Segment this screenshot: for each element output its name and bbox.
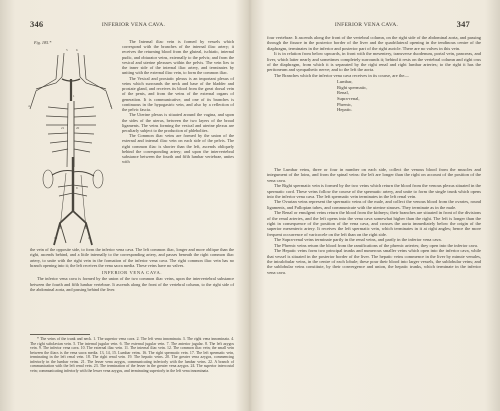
list-item: Phrenic, (337, 101, 353, 107)
left-running-head: INFERIOR VENA CAVA. (101, 22, 166, 28)
svg-text:2: 2 (110, 104, 112, 108)
full-width-text (30, 247, 234, 292)
list-item: Renal, (337, 90, 349, 96)
list-item: Supra-renal, (337, 96, 360, 102)
footnote-rule (30, 334, 90, 335)
footnote (30, 334, 234, 373)
paragraph-relations: It is in relation from below upwards, in front with the mesentery, transverse duodenum, portal vein, pancreas, and liver, which latter nearly and sometimes completely surrounds it; behind it rests on the vertebral column and right crus of the diaphragm, from which it is separated by the right renal and right lumbar arteries; to the right it has the peritoneum and sympathetic nerve; and to the left the aorta. (267, 51, 481, 73)
paragraph-ovarian: The Ovarian veins represent the spermatic veins of the male, and collect the venous blood from the ovaries, round ligaments, and Fallopian tubes, and communicate with the uterine sinuses. They terminate as in the male. (267, 199, 481, 210)
paragraph-internal-iliac: The Internal iliac vein is formed by vessels which correspond with the branches of the internal iliac artery; it receives the returning blood from the gluteal, ischiatic, internal pudic, and obturator veins, externally to the pelvis; and from the vesical and uterine plexuses within the pelvis. The vein lies to the inner side of the internal iliac artery, and terminates by uniting with the external iliac vein, to form the common iliac. (122, 39, 234, 76)
right-running-head: INFERIOR VENA CAVA. (334, 22, 399, 28)
right-page-number: 347 (456, 19, 470, 29)
svg-text:9: 9 (76, 186, 78, 190)
list-item: Hepatic. (337, 107, 353, 113)
section-title: INFERIOR VENA CAVA. (101, 270, 163, 276)
footnote-text: * The veins of the trunk and neck. 1. The superior vena cava. 2. The left vena innominata. 3. The right vena innominata. 4. The right subclavian vein. 5. The internal jugular vein. 6. The external jugular vein. 7. The anterior jugular. 8. The left azygos vein. 9. The inferior vena cava. 10. The external iliac vein. 11. The internal iliac vein. 12. The common iliac vein; the small vein between the iliacs is the vena sacra media. 13, 14, 15. Lumbar veins. 16. The right spermatic vein. 17. The left spermatic vein, terminating in the left renal vein. 18. The right renal vein. 19. The hepatic veins. 20. The greater vena azygos, commencing inferiorly in the lumbar veins. 21. The lesser vena azygos, communicating inferiorly with the lumbar veins. 22. A branch of communication with the left renal vein. 23. The termination of the lesser in the greater vena azygos. 24. The superior intercostal vein; communicating inferiorly with the lesser vena azygos, and terminating superiorly in the left vena innominata. (30, 337, 234, 373)
paragraph-vesical-plexus: The Vesical and prostatic plexus is an important plexus of veins which surrounds the neck and base of the bladder and prostate gland, and receives its blood from the great dorsal vein of the penis, and from the veins of the external organs of generation. It is communicative, and one of its branches is continuous in the hypogastric vein, and also by a reflection of the pelvic fascia. (122, 75, 234, 113)
svg-text:1: 1 (73, 94, 75, 98)
paragraph-right-spermatic: The Right spermatic vein is formed by the two veins which return the blood from the venous plexus situated in the spermatic cord. These veins follow the course of the spermatic artery, and unite to form the single trunk which opens into the inferior vena cava. The left spermatic vein terminates in the left renal vein. (267, 183, 481, 200)
left-page-header (30, 19, 237, 29)
right-text-top (267, 35, 481, 115)
branches-list (337, 79, 481, 113)
svg-text:21: 21 (61, 126, 65, 130)
paragraph-lumbar: The Lumbar veins, three or four in number on each side, collect the venous blood from the muscles and integument of the loins, and from the spinal veins: the left are longer than the right on account of the position of the vena cava. (267, 167, 481, 183)
paragraph-uterine-plexus: The Uterine plexus is situated around the vagina, and upon the sides of the uterus, between the two layers of the broad ligaments. The veins forming the vesical and uterine plexus are peculiarly subject to the production of phlebolites. (122, 112, 234, 133)
left-page (0, 0, 249, 411)
list-item: Lumbar, (337, 79, 353, 85)
right-page-header (263, 19, 470, 29)
svg-text:5: 5 (66, 48, 68, 52)
paragraph-common-iliac: The Common iliac veins are formed by the union of the external and internal iliac vein on each side of the pelvis. The right common iliac is shorter than the left, ascends obliquely behind the corresponding artery; and upon the intervertebral substance between the fourth and fifth lumbar vertebrae, unites with (122, 133, 234, 165)
paragraph-inferior-vena-cava: The inferior vena cava is formed by the union of the two common iliac veins, upon the intervertebral substance between the fourth and fifth lumbar vertebrae. It ascends along the front of the vertebral column, to the right side of the abdominal aorta, and passing behind the liver. (30, 276, 234, 292)
left-page-number: 346 (30, 19, 44, 29)
paragraph-branches-intro: The Branches which the inferior vena cava receives in its course, are the— (274, 72, 409, 78)
paragraph-course: four vertebrae. It ascends along the front of the vertebral column, on the right side of the abdominal aorta, and passing through the fissure in the posterior border of the liver and the quadrilateral opening in the tendinous centre of the diaphragm, terminates in the inferior and posterior part of the right auricle. There are no valves in this vein. (267, 35, 481, 51)
svg-text:20: 20 (76, 126, 80, 130)
svg-text:10: 10 (54, 236, 58, 240)
column-text (122, 39, 234, 165)
paragraph-hepatic: The Hepatic veins form two principal trunks and numerous smaller veins which open into the inferior cava, while that vessel is situated in the posterior border of the liver. The hepatic veins commence in the liver by minute venules, the intralobular veins, in the centre of each lobule; these pour their blood into larger vessels, the sublobular veins; and the sublobular veins constitute, by their convergence and union, the hepatic trunks, which terminate in the inferior vena cava. (267, 248, 481, 275)
paragraph-renal: The Renal or emulgent veins return the blood from the kidneys; their branches are situated in front of the divisions of the renal arteries, and the left opens into the vena cava somewhat higher than the right. The left is longer than the right in consequence of the position of the vena cava, and crosses the aorta immediately below the origin of the superior mesenteric artery. It receives the left spermatic vein, which terminates in it at right angles; hence the more frequent occurrence of varicocele on the left than on the right side. (267, 210, 481, 237)
paragraph-common-iliac-cont: the vein of the opposite side, to form the inferior vena cava. The left common iliac, longer and more oblique than the right, ascends behind, and a little internally to the corresponding artery, and passes beneath the right common iliac artery, to unite with the right vein in the formation of the inferior vena cava. The right common iliac vein has no branch opening into it; the left receives the vena sacra media. These veins have no valves. (30, 247, 234, 268)
right-page (251, 0, 500, 411)
svg-text:11: 11 (88, 236, 92, 240)
svg-text:6: 6 (76, 48, 78, 52)
list-item: Right spermatic, (337, 84, 368, 90)
paragraph-supra-renal: The Supra-renal veins terminate partly in the renal veins, and partly in the inferior vena cava. (274, 237, 442, 243)
veins-of-trunk-illustration (26, 39, 116, 249)
svg-text:4: 4 (28, 104, 30, 108)
figure-label: Fig. 185.* (34, 40, 52, 45)
right-text-bottom (267, 167, 481, 275)
paragraph-phrenic: The Phrenic veins return the blood from the ramifications of the phrenic arteries; they open into the inferior cava. (274, 242, 479, 248)
